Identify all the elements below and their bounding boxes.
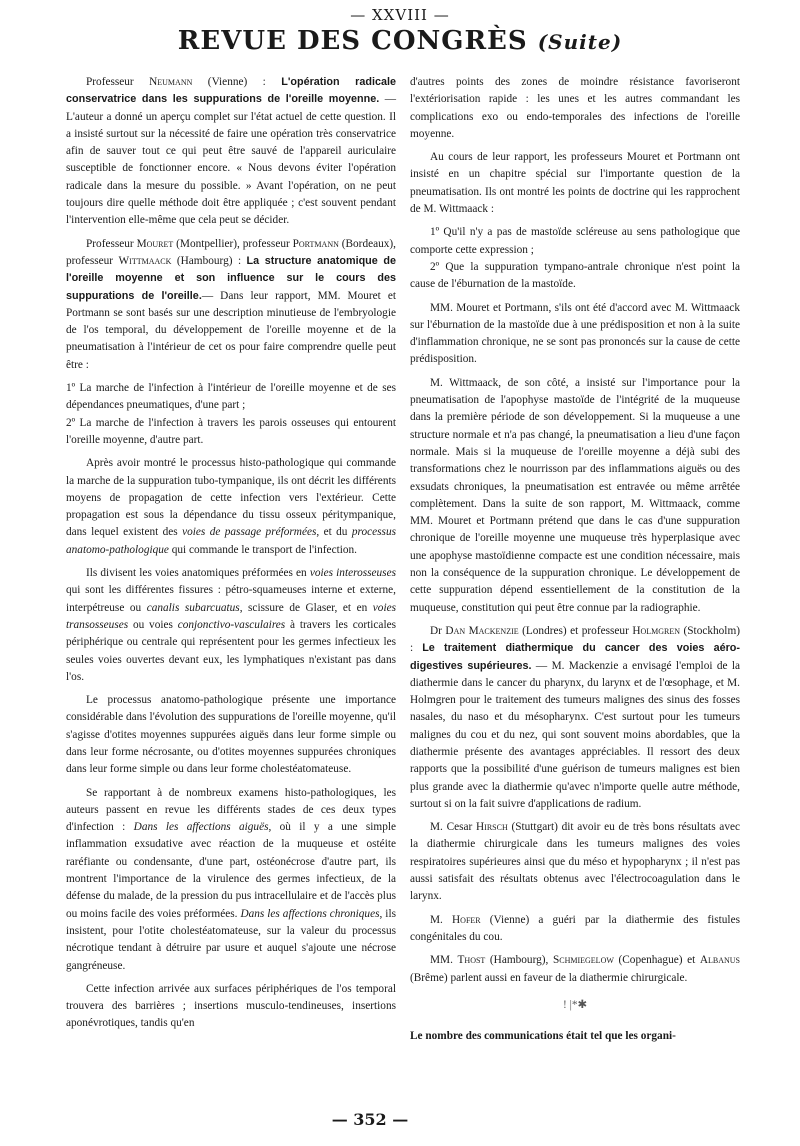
list-item: 2º Que la suppuration tympano-antrale chronique n'est point la cause de l'éburnation de la mastoïde.: [410, 260, 740, 291]
text: Dr: [430, 624, 446, 637]
author-name: Neumann: [149, 76, 193, 88]
talk-title: Le traitement diathermique du cancer des voies aéro-digestives supérieures.: [410, 642, 740, 672]
text: (Bordeaux), professeur: [66, 237, 397, 267]
text: Après avoir montré le processus histo-pathologique qui commande la marche de la suppuration tubo-tympanique, ils ont décrit les différents moyens de propagation de cette infection vers l'extérieur. Cette propagation est sous la dépendance du tissu osseux péritympanique, dans lequel existent des: [66, 457, 396, 539]
author-name: Thost: [457, 954, 486, 967]
text: (Copenhague) et: [613, 954, 700, 967]
paragraph: [410, 912, 740, 947]
paragraph: MM. Mouret et Portmann, s'ils ont été d'accord avec M. Wittmaack sur l'éburnation de la mastoïde due à une prédisposition et non à la suite d'inflammation chronique, ne se sont pas prononcés sur la cause de cette prédisposition.: [410, 301, 740, 366]
paragraph: [66, 455, 396, 559]
text: — L'auteur a donné un aperçu complet sur l'état actuel de cette question. Il a insisté surtout sur la nécessité de faire une opération très conservatrice afin de sauver tout ce qui peut être sauvé de l'appareil auriculaire susceptible de fonctionner encore. « Nous devons éviter l'opération radicale dans la mesure du possible. » Avant l'opération, on ne peut toujours dire quelle méthode doit être appliquée ; c'est souvent pendant l'intervention elle-même que cela peut se décider.: [66, 93, 396, 227]
paragraph-mouret-portmann: [66, 236, 396, 374]
italic-text: voies de passage préformées: [182, 526, 317, 539]
list-item: 1º La marche de l'infection à l'intérieur de l'oreille moyenne et de ses dépendances pneumatiques, d'une part ;: [66, 382, 396, 412]
paragraph: [66, 785, 396, 975]
italic-text: conjonctivo-vasculaires: [177, 618, 286, 631]
paragraph: [410, 819, 740, 905]
paragraph: [410, 952, 740, 987]
text: à travers les corticales périphérique ou centrale qui représentent pour les germes infectieux les seules voies ouvertes devant eux, les lymphatiques n'existant pas dans l'os.: [66, 618, 396, 683]
list-item: 2º La marche de l'infection à travers les parois osseuses qui entourent l'oreille moyenne, d'autre part.: [66, 416, 396, 446]
text: qui sont les différentes fissures : pétro-squameuses interne et externe, interpétreuse ou: [66, 584, 396, 614]
author-name: Portmann: [292, 237, 339, 250]
author-name: Mouret: [136, 237, 174, 250]
text: Se rapportant à de nombreux examens histo-pathologiques, les auteurs passent en revue les différents stades de ces deux types d'infection :: [66, 786, 396, 834]
author-name: Hirsch: [476, 821, 508, 834]
left-column: [66, 74, 396, 1039]
text: Professeur: [86, 237, 137, 250]
text: (Montpellier), professeur: [173, 237, 293, 250]
right-column: [410, 74, 740, 1051]
text: — Dans leur rapport, MM. Mouret et Portmann se sont basés sur une description minutieuse de l'embryologie de l'os temporal, du développement de l'oreille moyenne et de la pneumatisation à l'intérieur de cet os pour faire comprendre quelle peut être :: [66, 289, 397, 371]
italic-text: processus anatomo-pathologique: [66, 526, 396, 556]
text: Ils divisent les voies anatomiques préformées en: [86, 567, 310, 580]
paragraph: d'autres points des zones de moindre résistance favoriseront l'extériorisation rapide : les unes et les autres commandant les complications exo ou endo-temporales des infections de l'oreille moyenne.: [410, 76, 740, 140]
text: , ils insistent, pour l'otite cholestéatomateuse, sur la valeur du processus nécrotique tendant à détruire par usure et auquel s'ajoute une nécrose gangréneuse.: [66, 907, 396, 972]
text: (Londres) et professeur: [518, 624, 633, 637]
text: qui commande le transport de l'infection.: [168, 543, 357, 556]
paragraph: M. Wittmaack, de son côté, a insisté sur l'importance pour la pneumatisation de l'apophyse mastoïde de l'intégrité de la muqueuse dans la première période de son développement. Si la muqueuse a une structure normale et n'a pas changé, la pneumatisation a lieu d'une façon normale. Mais si la muqueuse de l'oreille moyenne a déjà subi des transformations chez le nourrisson par des inflammations aiguës ou des exsudats chroniques, la pneumatisation est entravée ou même arrêtée complètement. Dans la suite de son rapport, M. Wittmaack, comme MM. Mouret et Portmann prétend que dans le cas d'une suppuration chronique de l'oreille moyenne une muqueuse très hyperplasique avec une apophyse mastoïdienne compacte est une condition nécessaire, mais non la conséquence de la suppuration chronique. Le développement de cette suppuration dépend essentiellement de la constitution de la muqueuse, constitution qui peut être connue par la radiographie.: [410, 376, 740, 614]
talk-title: L'opération radicale conservatrice dans les suppurations de l'oreille moyenne.: [66, 76, 396, 106]
text: (Hambourg) :: [171, 254, 247, 267]
talk-title: La structure anatomique de l'oreille moyenne et son influence sur le cours des suppurations de l'oreille.: [66, 254, 396, 302]
ornament-divider: ! |*✱: [563, 998, 587, 1011]
author-name: Schmiegelow: [552, 954, 614, 967]
text: (Hambourg),: [485, 954, 553, 967]
paragraph: Cette infection arrivée aux surfaces périphériques de l'os temporal trouvera des barrières ; insertions musculo-tendineuses, insertions aponévrotiques, tandis qu'en: [66, 982, 396, 1030]
text: (Vienne) :: [192, 76, 282, 88]
paragraph: Le processus anatomo-pathologique présente une importance considérable dans l'évolution des suppurations de l'oreille moyenne, qu'il s'agisse d'otites moyennes suppurées aiguës dans leur forme simple ou dans leur forme nécrosante, ou d'otites moyennes suppurées chroniques dans leur forme simple ou dans leur forme cholestéatomateuse.: [66, 694, 396, 776]
italic-text: voies transosseuses: [66, 601, 396, 631]
title-text: REVUE DES CONGRÈS: [177, 26, 528, 56]
text: — M. Mackenzie a envisagé l'emploi de la diathermie dans le cancer du pharynx, du larynx et de l'œsophage, et M. Holmgren pour le traitement des tumeurs malignes des sinus des fosses nasales, du naso et du mésopharynx. C'est surtout pour les tumeurs malignes du cou et du nez, qui sont souvent moins abordables, que la diathermie présente des avantages appréciables. Il ressort des deux rapports que la possibilité d'une guérison de tumeurs malignes est bien plus grande avec la diathermie qu'avec n'importe quelle autre méthode, surtout si on la fait suivre d'applications de radium.: [410, 659, 740, 810]
paragraph-closing: Le nombre des communications était tel que les organi-: [410, 1030, 676, 1043]
author-name: Hofer: [452, 913, 481, 926]
list-item: 1º Qu'il n'y a pas de mastoïde scléreuse au sens pathologique que comporte cette expression ;: [410, 226, 740, 256]
paragraph: [66, 565, 396, 686]
text: , scissure de Glaser, et en: [239, 601, 373, 614]
text: (Stockholm) :: [410, 624, 740, 655]
page-number: — 352 —: [331, 1110, 409, 1129]
title-suite: (Suite): [537, 30, 623, 54]
author-name: Holmgren: [632, 624, 681, 637]
paragraph-mackenzie-holmgren: [410, 623, 740, 813]
text: , et du: [316, 526, 352, 539]
text: (Brême) parlent aussi en faveur de la diathermie chirurgicale.: [410, 971, 688, 984]
text: MM.: [430, 954, 458, 967]
italic-text: canalis subarcuatus: [146, 601, 240, 614]
text: , où il y a une simple inflammation exsudative avec réaction de la muqueuse et ostéite raréfiante ou condensante, d'une part, ostéonécrose d'autre part, ils montrent l'importance de la virulence des germes infectieux, de la défense du malade, de la pression du pus intracellulaire et de l'accès plus ou moins facile des voies préformées.: [66, 821, 396, 920]
text: (Stuttgart) dit avoir eu de très bons résultats avec la diathermie chirurgicale dans les tumeurs malignes des voies respiratoires supérieures ainsi que du méso et hypopharynx ; il n'est pas aussi satisfait des résultats obtenus avec l'électrocoagulation dans le larynx.: [410, 821, 740, 903]
page-title: [0, 26, 800, 56]
text: (Vienne) a guéri par la diathermie des fistules congénitales du cou.: [410, 913, 740, 943]
italic-text: voies interosseuses: [309, 567, 396, 580]
paragraph-neumann: [66, 74, 396, 230]
author-name: Dan Mackenzie: [445, 624, 519, 637]
italic-text: Dans les affections aiguës: [133, 821, 269, 834]
italic-text: Dans les affections chroniques: [240, 907, 380, 920]
author-name: Albanus: [699, 954, 740, 967]
text: M. Cesar: [430, 821, 477, 834]
paragraph: Au cours de leur rapport, les professeurs Mouret et Portmann ont insisté en un chapitre spécial sur l'importante question de la pneumatisation. Ils ont montré les points de doctrine qui les rapprochent de M. Wittmaack :: [410, 151, 740, 216]
text: ou voies: [128, 618, 178, 631]
page-roman-number: — XXVIII —: [350, 6, 450, 24]
author-name: Wittmaack: [118, 254, 172, 267]
text: M.: [430, 913, 453, 926]
text: Professeur: [86, 76, 150, 88]
